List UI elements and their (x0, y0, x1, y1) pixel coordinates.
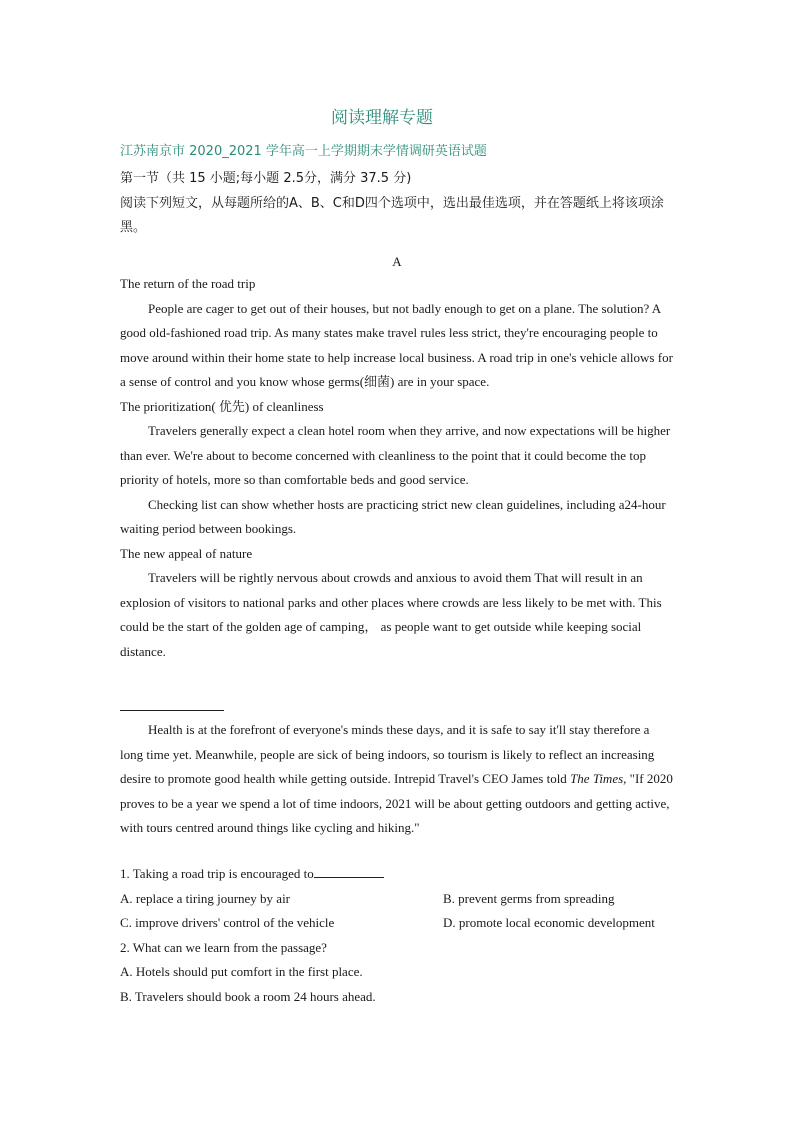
question-2-option-a: A. Hotels should put comfort in the first place. (120, 964, 363, 979)
passage-label: A (392, 254, 402, 269)
passage-paragraph-1: People are cager to get out of their houses, but not badly enough to get on a plane. The solution? A good old-fashioned road trip. As many states make travel rules less strict, they're encouraging people to move around within their home state to help increase local business. A road trip in one's vehicle allows for a sense of control and you know whose germs(细菌) are in your space. (120, 300, 673, 389)
passage-body (120, 272, 675, 664)
section-info (120, 167, 675, 241)
passage-paragraph-5 (120, 718, 675, 841)
question-1-option-d: D. promote local economic development (443, 915, 655, 930)
answer-blank (314, 863, 384, 878)
page-title-text: 阅读理解专题 (331, 108, 433, 128)
passage-paragraph-4: Travelers will be rightly nervous about crowds and anxious to avoid them That will result in an explosion of visitors to national parks and other places where crowds are less likely to be met with. This could be the start of the golden age of camping， as people want to get outside while keeping social distance. (120, 570, 662, 659)
question-1-option-b: B. prevent germs from spreading (443, 890, 615, 906)
passage-heading-1: The return of the road trip (120, 276, 256, 291)
passage-heading-2: The prioritization( 优先) of cleanliness (120, 398, 324, 414)
passage-continued (120, 718, 675, 841)
passage-paragraph-2: Travelers generally expect a clean hotel room when they arrive, and now expectations will be higher than ever. We're about to become concerned with cleanliness to the point that it could become the top priority of hotels, more so than comfortable beds and good service. (120, 423, 671, 487)
question-1-option-a: A. replace a tiring journey by air (120, 890, 291, 906)
question-1-text: 1. Taking a road trip is encouraged to (120, 866, 314, 881)
newspaper-title: The Times (570, 771, 624, 786)
questions (120, 862, 675, 1009)
question-1-stem (120, 862, 675, 887)
paragraph-5-part-a: Health is at the forefront of everyone's minds these days, and it is safe to say it'll stay therefore a long time yet. Meanwhile, people are sick of being indoors, so tourism is likely to reflect an increasing desire to promote good health while getting outside. Intrepid Travel's CEO James told (120, 722, 655, 786)
page-title (0, 106, 794, 131)
passage-paragraph-3: Checking list can show whether hosts are practicing strict new clean guidelines, including a24-hour waiting period between bookings. (120, 496, 666, 536)
exam-source: 江苏南京市 2020_2021 学年高一上学期期末学情调研英语试题 (120, 144, 487, 159)
question-2-option-b: B. Travelers should book a room 24 hours ahead. (120, 988, 376, 1004)
paragraph-5-part-b: , "If 2020 proves to be a year we spend a lot of time indoors, 2021 will be about getting outdoors and getting active, with tours centred around things like cycling and hiking." (120, 771, 673, 835)
question-1-options (120, 887, 675, 936)
passage-heading-3: The new appeal of nature (120, 545, 253, 561)
instructions: 阅读下列短文，从每题所给的A、B、C和D四个选项中，选出最佳选项，并在答题纸上将该项涂黑。 (120, 195, 664, 235)
section-heading: 第一节（共 15 小题;每小题 2.5分，满分 37.5 分) (120, 171, 412, 186)
question-1-option-c: C. improve drivers' control of the vehicle (120, 915, 335, 930)
question-2-stem: 2. What can we learn from the passage? (120, 939, 327, 955)
section-divider (120, 710, 224, 711)
